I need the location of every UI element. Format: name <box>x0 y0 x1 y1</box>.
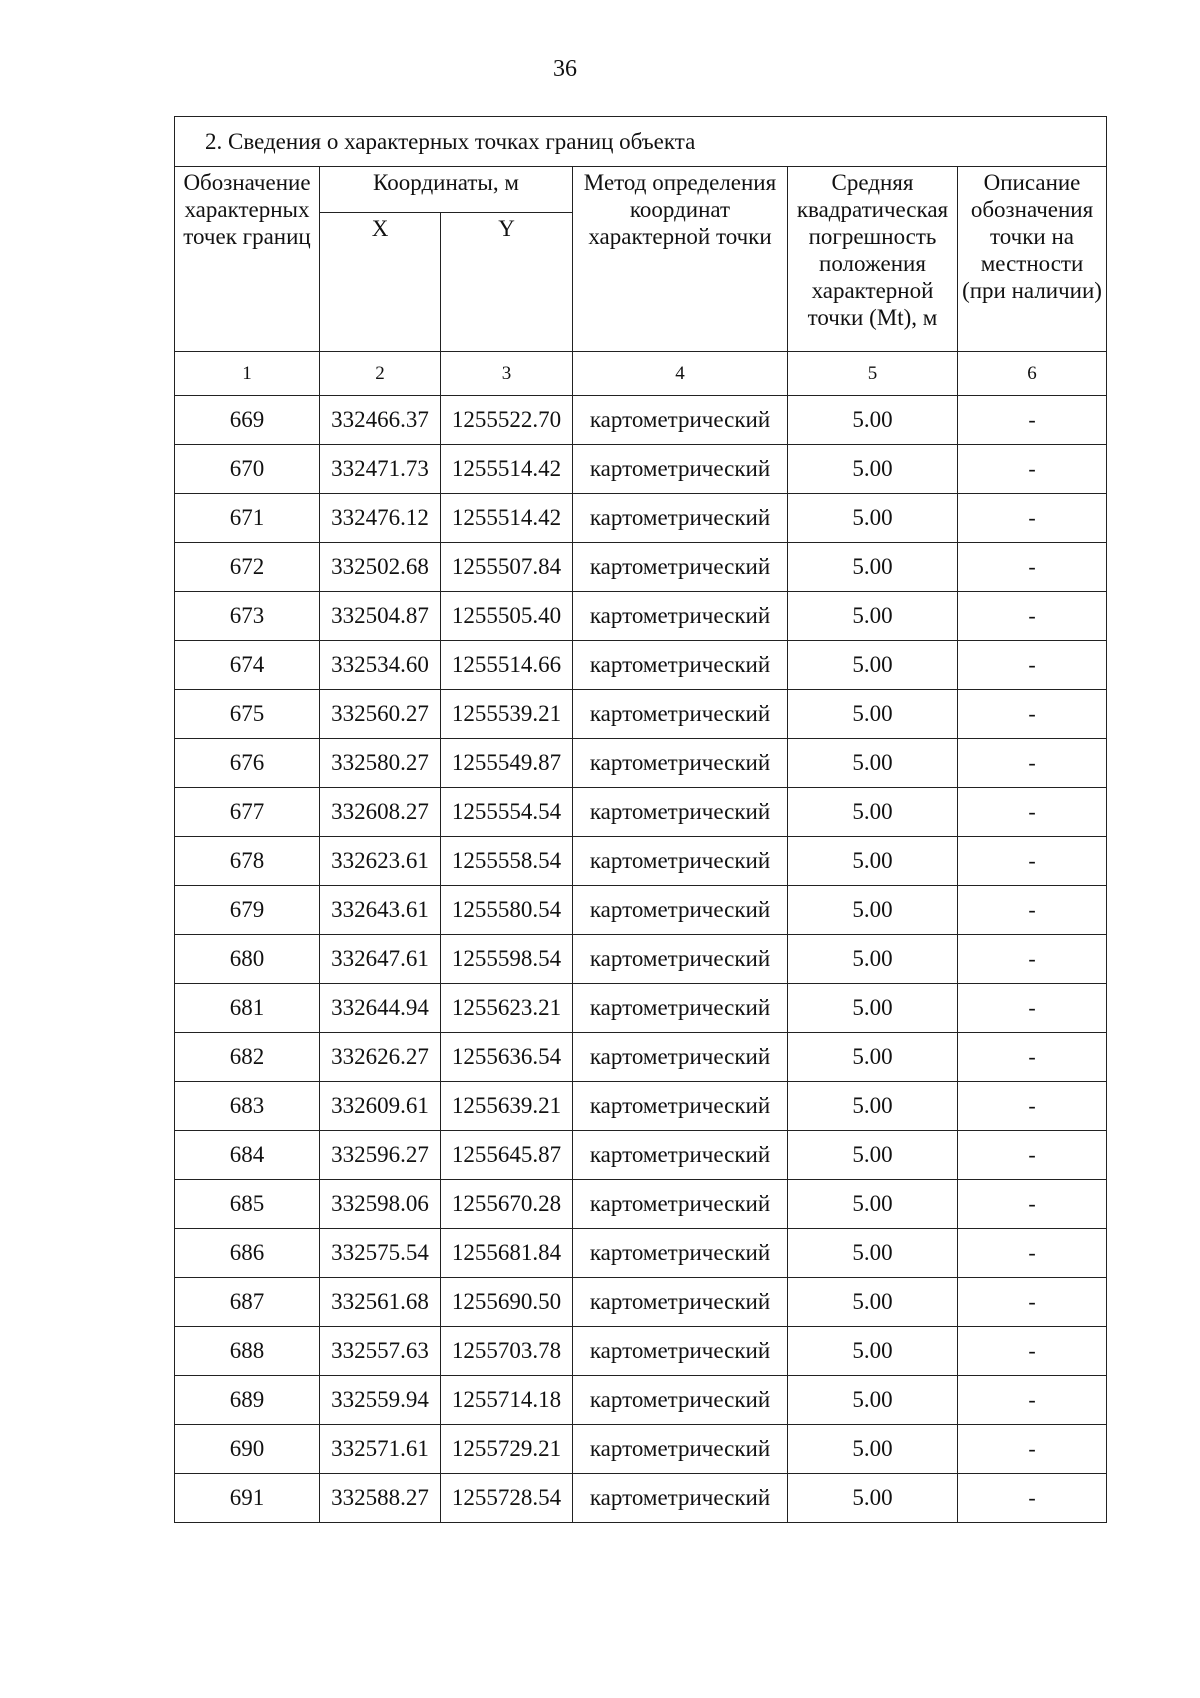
cell-x: 332557.63 <box>320 1327 441 1376</box>
cell-method: картометрический <box>573 788 788 837</box>
cell-method: картометрический <box>573 1082 788 1131</box>
cell-method: картометрический <box>573 641 788 690</box>
column-number: 5 <box>788 352 958 396</box>
cell-x: 332609.61 <box>320 1082 441 1131</box>
cell-y: 1255514.42 <box>441 494 573 543</box>
cell-error: 5.00 <box>788 494 958 543</box>
cell-y: 1255580.54 <box>441 886 573 935</box>
cell-method: картометрический <box>573 592 788 641</box>
cell-description: - <box>958 1131 1107 1180</box>
cell-point-id: 680 <box>175 935 320 984</box>
table-row <box>175 1278 1107 1327</box>
cell-y: 1255703.78 <box>441 1327 573 1376</box>
cell-y: 1255645.87 <box>441 1131 573 1180</box>
cell-y: 1255507.84 <box>441 543 573 592</box>
cell-error: 5.00 <box>788 396 958 445</box>
table-row <box>175 396 1107 445</box>
cell-description: - <box>958 1376 1107 1425</box>
cell-method: картометрический <box>573 984 788 1033</box>
table-header <box>175 117 1107 396</box>
cell-x: 332647.61 <box>320 935 441 984</box>
column-number: 3 <box>441 352 573 396</box>
cell-error: 5.00 <box>788 1033 958 1082</box>
page-number: 36 <box>553 56 577 82</box>
table-row <box>175 592 1107 641</box>
cell-description: - <box>958 690 1107 739</box>
cell-y: 1255636.54 <box>441 1033 573 1082</box>
cell-x: 332561.68 <box>320 1278 441 1327</box>
cell-point-id: 675 <box>175 690 320 739</box>
cell-description: - <box>958 1180 1107 1229</box>
table-row <box>175 837 1107 886</box>
cell-method: картометрический <box>573 1131 788 1180</box>
table-body <box>175 396 1107 1523</box>
cell-x: 332608.27 <box>320 788 441 837</box>
cell-point-id: 670 <box>175 445 320 494</box>
cell-description: - <box>958 935 1107 984</box>
cell-description: - <box>958 1033 1107 1082</box>
cell-description: - <box>958 837 1107 886</box>
cell-point-id: 681 <box>175 984 320 1033</box>
table-row <box>175 935 1107 984</box>
cell-error: 5.00 <box>788 1327 958 1376</box>
cell-x: 332534.60 <box>320 641 441 690</box>
cell-point-id: 684 <box>175 1131 320 1180</box>
cell-x: 332504.87 <box>320 592 441 641</box>
cell-error: 5.00 <box>788 886 958 935</box>
cell-method: картометрический <box>573 1425 788 1474</box>
cell-x: 332559.94 <box>320 1376 441 1425</box>
cell-y: 1255549.87 <box>441 739 573 788</box>
boundary-points-table <box>174 116 1107 1523</box>
table-row <box>175 984 1107 1033</box>
cell-error: 5.00 <box>788 837 958 886</box>
cell-description: - <box>958 641 1107 690</box>
header-y: Y <box>441 213 573 352</box>
cell-error: 5.00 <box>788 935 958 984</box>
cell-x: 332580.27 <box>320 739 441 788</box>
cell-point-id: 690 <box>175 1425 320 1474</box>
cell-method: картометрический <box>573 1376 788 1425</box>
cell-point-id: 677 <box>175 788 320 837</box>
cell-description: - <box>958 592 1107 641</box>
cell-method: картометрический <box>573 1474 788 1523</box>
table-row <box>175 1376 1107 1425</box>
cell-point-id: 673 <box>175 592 320 641</box>
cell-point-id: 688 <box>175 1327 320 1376</box>
cell-y: 1255681.84 <box>441 1229 573 1278</box>
column-number: 6 <box>958 352 1107 396</box>
table-row <box>175 886 1107 935</box>
cell-point-id: 672 <box>175 543 320 592</box>
cell-point-id: 669 <box>175 396 320 445</box>
cell-y: 1255714.18 <box>441 1376 573 1425</box>
table-row <box>175 1033 1107 1082</box>
cell-y: 1255639.21 <box>441 1082 573 1131</box>
cell-y: 1255554.54 <box>441 788 573 837</box>
cell-x: 332502.68 <box>320 543 441 592</box>
cell-error: 5.00 <box>788 788 958 837</box>
cell-method: картометрический <box>573 886 788 935</box>
cell-method: картометрический <box>573 543 788 592</box>
cell-x: 332571.61 <box>320 1425 441 1474</box>
table-row <box>175 1229 1107 1278</box>
cell-method: картометрический <box>573 1180 788 1229</box>
cell-y: 1255522.70 <box>441 396 573 445</box>
cell-x: 332588.27 <box>320 1474 441 1523</box>
cell-point-id: 691 <box>175 1474 320 1523</box>
cell-method: картометрический <box>573 935 788 984</box>
cell-method: картометрический <box>573 739 788 788</box>
cell-description: - <box>958 1474 1107 1523</box>
cell-y: 1255505.40 <box>441 592 573 641</box>
cell-method: картометрический <box>573 1278 788 1327</box>
cell-point-id: 674 <box>175 641 320 690</box>
cell-description: - <box>958 1082 1107 1131</box>
cell-y: 1255728.54 <box>441 1474 573 1523</box>
cell-point-id: 686 <box>175 1229 320 1278</box>
cell-method: картометрический <box>573 690 788 739</box>
table-row <box>175 1327 1107 1376</box>
cell-error: 5.00 <box>788 1278 958 1327</box>
cell-method: картометрический <box>573 1229 788 1278</box>
cell-y: 1255623.21 <box>441 984 573 1033</box>
cell-y: 1255729.21 <box>441 1425 573 1474</box>
table-row <box>175 739 1107 788</box>
cell-error: 5.00 <box>788 1425 958 1474</box>
column-number: 1 <box>175 352 320 396</box>
cell-x: 332575.54 <box>320 1229 441 1278</box>
cell-description: - <box>958 739 1107 788</box>
table-row <box>175 1425 1107 1474</box>
cell-error: 5.00 <box>788 1082 958 1131</box>
header-method: Метод определения координат характерной точки <box>573 167 788 352</box>
cell-description: - <box>958 543 1107 592</box>
cell-error: 5.00 <box>788 1229 958 1278</box>
cell-description: - <box>958 1327 1107 1376</box>
cell-error: 5.00 <box>788 984 958 1033</box>
cell-x: 332471.73 <box>320 445 441 494</box>
cell-error: 5.00 <box>788 1131 958 1180</box>
cell-description: - <box>958 494 1107 543</box>
cell-description: - <box>958 445 1107 494</box>
cell-point-id: 683 <box>175 1082 320 1131</box>
cell-y: 1255539.21 <box>441 690 573 739</box>
cell-x: 332626.27 <box>320 1033 441 1082</box>
cell-x: 332560.27 <box>320 690 441 739</box>
table-row <box>175 788 1107 837</box>
cell-point-id: 689 <box>175 1376 320 1425</box>
cell-point-id: 685 <box>175 1180 320 1229</box>
cell-error: 5.00 <box>788 641 958 690</box>
cell-x: 332643.61 <box>320 886 441 935</box>
table-row <box>175 1082 1107 1131</box>
cell-description: - <box>958 788 1107 837</box>
cell-point-id: 676 <box>175 739 320 788</box>
cell-x: 332596.27 <box>320 1131 441 1180</box>
cell-y: 1255598.54 <box>441 935 573 984</box>
cell-error: 5.00 <box>788 543 958 592</box>
table-row <box>175 641 1107 690</box>
cell-y: 1255514.42 <box>441 445 573 494</box>
cell-error: 5.00 <box>788 445 958 494</box>
cell-description: - <box>958 1229 1107 1278</box>
header-coordinates: Координаты, м <box>320 167 573 213</box>
header-description: Описание обозначения точки на местности (при наличии) <box>958 167 1107 352</box>
cell-error: 5.00 <box>788 690 958 739</box>
cell-error: 5.00 <box>788 1474 958 1523</box>
cell-error: 5.00 <box>788 739 958 788</box>
column-number-row <box>175 352 1107 396</box>
cell-description: - <box>958 1425 1107 1474</box>
cell-x: 332466.37 <box>320 396 441 445</box>
cell-point-id: 682 <box>175 1033 320 1082</box>
cell-method: картометрический <box>573 1327 788 1376</box>
cell-point-id: 687 <box>175 1278 320 1327</box>
cell-method: картометрический <box>573 396 788 445</box>
cell-x: 332623.61 <box>320 837 441 886</box>
table-row <box>175 494 1107 543</box>
table-row <box>175 690 1107 739</box>
cell-x: 332476.12 <box>320 494 441 543</box>
cell-y: 1255670.28 <box>441 1180 573 1229</box>
cell-description: - <box>958 1278 1107 1327</box>
cell-x: 332598.06 <box>320 1180 441 1229</box>
table-row <box>175 445 1107 494</box>
cell-point-id: 671 <box>175 494 320 543</box>
cell-point-id: 679 <box>175 886 320 935</box>
cell-error: 5.00 <box>788 1180 958 1229</box>
cell-x: 332644.94 <box>320 984 441 1033</box>
cell-description: - <box>958 984 1107 1033</box>
header-designation: Обозначение характерных точек границ <box>175 167 320 352</box>
cell-point-id: 678 <box>175 837 320 886</box>
cell-y: 1255690.50 <box>441 1278 573 1327</box>
cell-description: - <box>958 886 1107 935</box>
header-x: X <box>320 213 441 352</box>
header-error: Средняя квадратическая погрешность положения характерной точки (Mt), м <box>788 167 958 352</box>
cell-error: 5.00 <box>788 592 958 641</box>
cell-y: 1255558.54 <box>441 837 573 886</box>
table-row <box>175 1131 1107 1180</box>
cell-y: 1255514.66 <box>441 641 573 690</box>
cell-method: картометрический <box>573 837 788 886</box>
column-number: 2 <box>320 352 441 396</box>
cell-method: картометрический <box>573 1033 788 1082</box>
cell-method: картометрический <box>573 494 788 543</box>
column-number: 4 <box>573 352 788 396</box>
table-row <box>175 1474 1107 1523</box>
cell-error: 5.00 <box>788 1376 958 1425</box>
cell-description: - <box>958 396 1107 445</box>
table-row <box>175 1180 1107 1229</box>
section-title: 2. Сведения о характерных точках границ объекта <box>175 117 1107 167</box>
cell-method: картометрический <box>573 445 788 494</box>
table-row <box>175 543 1107 592</box>
